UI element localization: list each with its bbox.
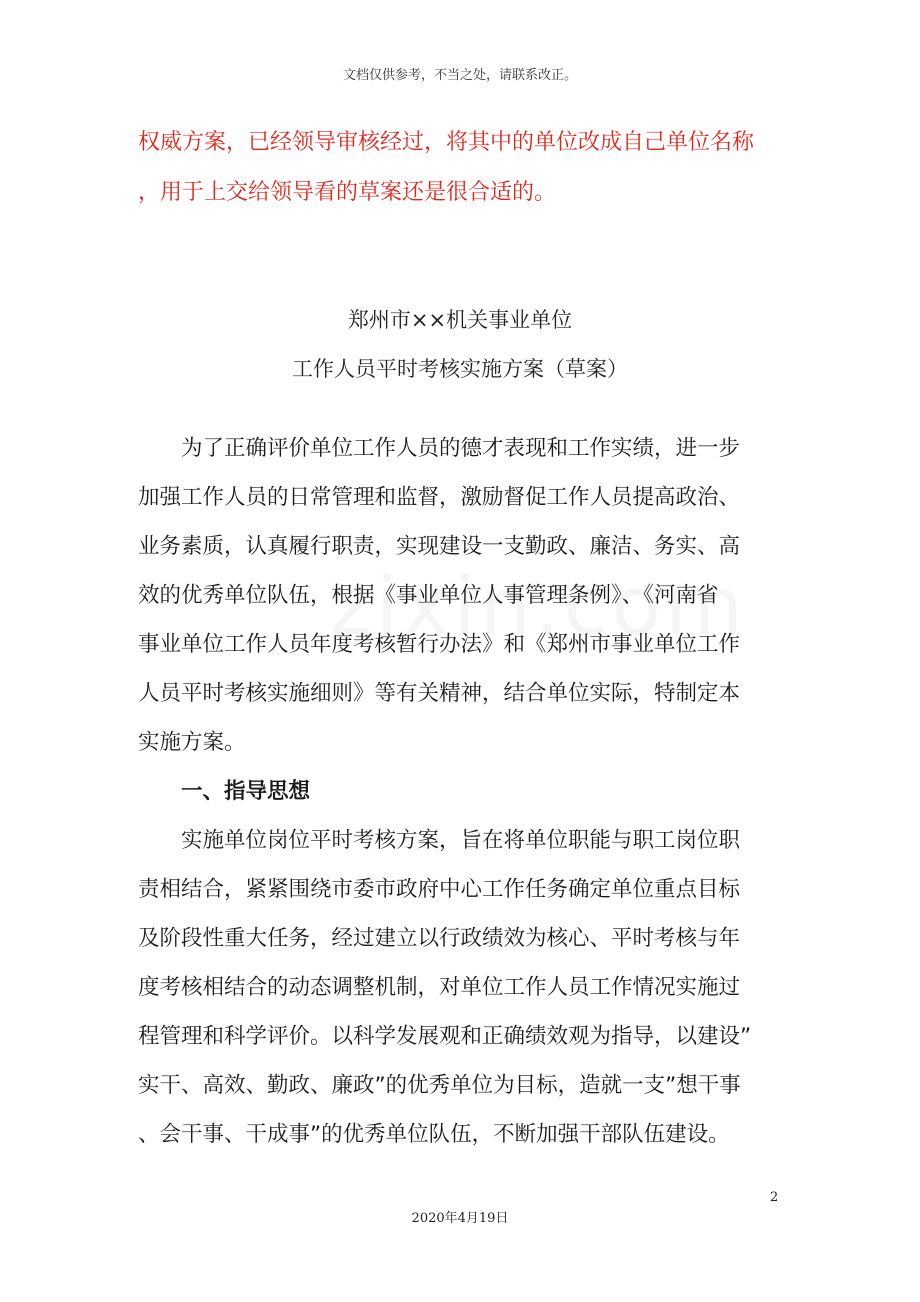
- page-footer-date: 2020年4月19日: [411, 1211, 509, 1226]
- title-line-2: 工作人员平时考核实施方案（草案）: [292, 357, 628, 381]
- intro-line: 效的优秀单位队伍，根据《事业单位人事管理条例》、《河南省: [138, 583, 719, 608]
- page-header: 文档仅供参考，不当之处，请联系改正。: [342, 68, 577, 83]
- notice-line: ，用于上交给领导看的草案还是很合适的。: [138, 180, 557, 205]
- intro-line: 业务素质，认真履行职责，实现建设一支勤政、廉洁、务实、高: [138, 534, 741, 559]
- section-line: 责相结合，紧紧围绕市委市政府中心工作任务确定单位重点目标: [138, 877, 741, 902]
- intro-line: 实施方案。: [138, 730, 246, 755]
- intro-line: 加强工作人员的日常管理和监督，激励督促工作人员提高政治、: [138, 485, 741, 510]
- notice-line: 权威方案，已经领导审核经过，将其中的单位改成自己单位名称: [138, 130, 755, 155]
- document-title: [0, 296, 920, 394]
- document-body: [138, 424, 774, 1159]
- section-line: 及阶段性重大任务，经过建立以行政绩效为核心、平时考核与年: [138, 926, 741, 951]
- section-line: 实干、高效、勤政、廉政”的优秀单位为目标，造就一支”想干事: [138, 1073, 741, 1098]
- red-notice: [138, 118, 774, 218]
- section-line: 、会干事、干成事”的优秀单位队伍，不断加强干部队伍建设。: [138, 1122, 730, 1147]
- intro-line: 事业单位工作人员年度考核暂行办法》和《郑州市事业单位工作: [138, 632, 741, 657]
- intro-line: 人员平时考核实施细则》等有关精神，结合单位实际，特制定本: [138, 681, 741, 706]
- section-heading: 一、指导思想: [181, 779, 311, 804]
- page-number: 2: [770, 1190, 779, 1205]
- section-line: 程管理和科学评价。以科学发展观和正确绩效观为指导，以建设”: [138, 1024, 752, 1049]
- section-line: 度考核相结合的动态调整机制，对单位工作人员工作情况实施过: [138, 975, 741, 1000]
- title-line-1: 郑州市××机关事业单位: [347, 308, 573, 332]
- intro-line: 为了正确评价单位工作人员的德才表现和工作实绩，进一步: [181, 436, 741, 461]
- section-line: 实施单位岗位平时考核方案，旨在将单位职能与职工岗位职: [181, 828, 741, 853]
